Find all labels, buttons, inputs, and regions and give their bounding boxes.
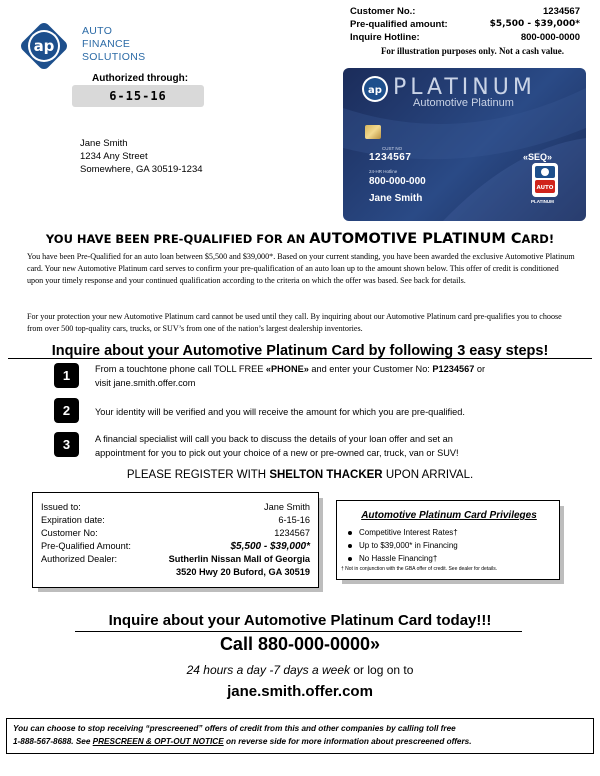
cta-hours [0, 663, 600, 677]
authorized-date: 6-15-16 [72, 85, 204, 107]
issued-to-value: Jane Smith [264, 502, 310, 512]
card-chip-icon [365, 125, 381, 139]
step-2-text: Your identity will be verified and you will receive the amount for which you are pre-qualified. [95, 407, 465, 417]
card-cust-number: 1234567 [369, 152, 412, 163]
step-1-phone: «PHONE» [265, 364, 309, 374]
step-1-text [95, 362, 485, 390]
cta-heading-underline [75, 631, 522, 632]
recipient-name: Jane Smith [80, 138, 128, 149]
headline-part-3: ARD! [521, 232, 555, 246]
register-note [0, 469, 600, 481]
brand-line-3: SOLUTIONS [82, 51, 146, 63]
step-1-text-e: or [474, 364, 486, 374]
card-platinum-label: PLATINUM [531, 199, 554, 204]
protection-paragraph: For your protection your new Automotive Platinum card cannot be used until they call. By inquiring about our Automotive Platinum card pre-qualifies you to choose from over 500 top-quality cars, trucks, or SUV’s from one of the nation’s largest dealership inventories. [27, 312, 562, 334]
cta-hours-text: 24 hours a day -7 days a week [186, 663, 351, 677]
headline [0, 231, 600, 247]
intro-paragraph: You have been Pre-Qualified for an auto loan between $5,500 and $39,000*. Based on your current standing, you have been awarded the exclusive Automotive Platinum card. Your new Automotive Platinum card serves to confirm your pre-qualification of an auto loan up to the amount shown below. This offer of credit is conditioned upon your timely response and your continued qualification according to the criteria on which the offer was based. See back for details. [27, 252, 575, 286]
headline-part-2: AUTOMOTIVE PLATINUM C [309, 231, 522, 247]
auto-finance-logo-icon [18, 20, 70, 72]
brand-line-1: AUTO [82, 25, 113, 37]
register-text-a: PLEASE REGISTER WITH [126, 469, 270, 481]
register-text-c: UPON ARRIVAL. [382, 469, 474, 481]
register-contact: SHELTON THACKER [269, 469, 383, 481]
customer-no-label: Customer No.: [350, 6, 416, 17]
privilege-item-text: Competitive Interest Rates† [359, 528, 458, 537]
card-hotline-label: 24-HR Hotline [369, 169, 398, 174]
prequal-value: $5,500 - $39,000* [489, 19, 580, 29]
recipient-city: Somewhere, GA 30519-1234 [80, 164, 203, 175]
privileges-note: † Not in conjunction with the GBA offer of credit. See dealer for details. [341, 566, 498, 572]
badge-text: AUTO [536, 185, 554, 191]
card-brand: PLATINUM [393, 75, 536, 100]
brand-name [82, 25, 145, 64]
cta-website-link[interactable]: jane.smith.offer.com [227, 683, 373, 700]
amount-label: Pre-Qualified Amount: [41, 541, 131, 551]
dealer-label: Authorized Dealer: [41, 554, 118, 564]
opt-out-notice-link: PRESCREEN & OPT-OUT NOTICE [92, 736, 224, 746]
recipient-address [80, 137, 203, 176]
privileges-title: Automotive Platinum Card Privileges [361, 510, 537, 521]
brand-line-2: FINANCE [82, 38, 131, 50]
card-holder-name: Jane Smith [369, 193, 423, 204]
prequal-label: Pre-qualified amount: [350, 19, 448, 30]
headline-part-1: YOU HAVE BEEN PRE-QUALIFIED FOR AN [45, 232, 310, 246]
cta-log-on-text: or log on to [350, 663, 414, 677]
amount-value: $5,500 - $39,000* [230, 541, 310, 552]
card-hotline: 800-000-000 [369, 176, 426, 187]
opt-out-notice [6, 718, 594, 754]
customer-no-value: 1234567 [543, 6, 580, 17]
card-logo-text: ap [368, 85, 382, 96]
bullet-icon [348, 531, 352, 535]
privilege-item [348, 554, 437, 563]
illustration-note: For illustration purposes only. Not a cash value. [380, 46, 565, 56]
hotline-value: 800-000-0000 [520, 32, 580, 43]
step-1-customer-no: P1234567 [432, 364, 475, 374]
expiration-label: Expiration date: [41, 515, 105, 525]
privilege-item-text: No Hassle Financing† [359, 554, 438, 563]
card-cust-label: CUST NO [382, 146, 403, 151]
customer-info [350, 5, 580, 44]
bullet-icon [348, 557, 352, 561]
car-badge-icon [532, 163, 558, 197]
cta-phone: Call 880-000-0000» [219, 634, 381, 654]
authorized-label: Authorized through: [92, 73, 189, 84]
privilege-item-text: Up to $39,000* in Financing [359, 541, 458, 550]
hotline-label: Inquire Hotline: [350, 32, 420, 43]
offer-details-box [32, 492, 319, 588]
steps-heading: Inquire about your Automotive Platinum Card by following 3 easy steps! [51, 343, 549, 359]
opt-out-line-2-end: on reverse side for more information about prescreened offers. [223, 736, 472, 746]
dealer-name: Sutherlin Nissan Mall of Georgia [168, 554, 310, 564]
expiration-value: 6-15-16 [278, 515, 310, 525]
logo-text: ap [33, 37, 55, 55]
steps-heading-underline [8, 358, 592, 359]
opt-out-phone: 1-888-567-8688. See [13, 736, 93, 746]
details-customer-label: Customer No: [41, 528, 98, 538]
step-3-number: 3 [54, 432, 79, 457]
step-2-number: 2 [54, 398, 79, 423]
step-1-visit-link: visit jane.smith.offer.com [95, 378, 196, 388]
card-subtitle: Automotive Platinum [413, 97, 514, 109]
card-seq: «SEQ» [523, 152, 553, 162]
step-3-line-2: appointment for you to pick out your choice of a new or pre-owned car, truck, van or SUV! [95, 448, 459, 458]
step-1-text-a: From a touchtone phone call TOLL FREE [95, 364, 266, 374]
dealer-address: 3520 Hwy 20 Buford, GA 30519 [176, 567, 310, 577]
privilege-item [348, 541, 458, 550]
step-1-number: 1 [54, 363, 79, 388]
bullet-icon [348, 544, 352, 548]
step-3-line-1: A financial specialist will call you back to discuss the details of your loan offer and set an [95, 434, 453, 444]
cta-heading: Inquire about your Automotive Platinum Card today!!! [108, 612, 492, 629]
opt-out-line-1: You can choose to stop receiving “prescreened” offers of credit from this and other companies by calling toll free [13, 724, 456, 733]
privilege-item [348, 528, 458, 537]
step-1-text-c: and enter your Customer No: [308, 364, 433, 374]
step-3-text [95, 432, 459, 460]
issued-to-label: Issued to: [41, 502, 81, 512]
recipient-street: 1234 Any Street [80, 151, 148, 162]
details-customer-value: 1234567 [274, 528, 310, 538]
